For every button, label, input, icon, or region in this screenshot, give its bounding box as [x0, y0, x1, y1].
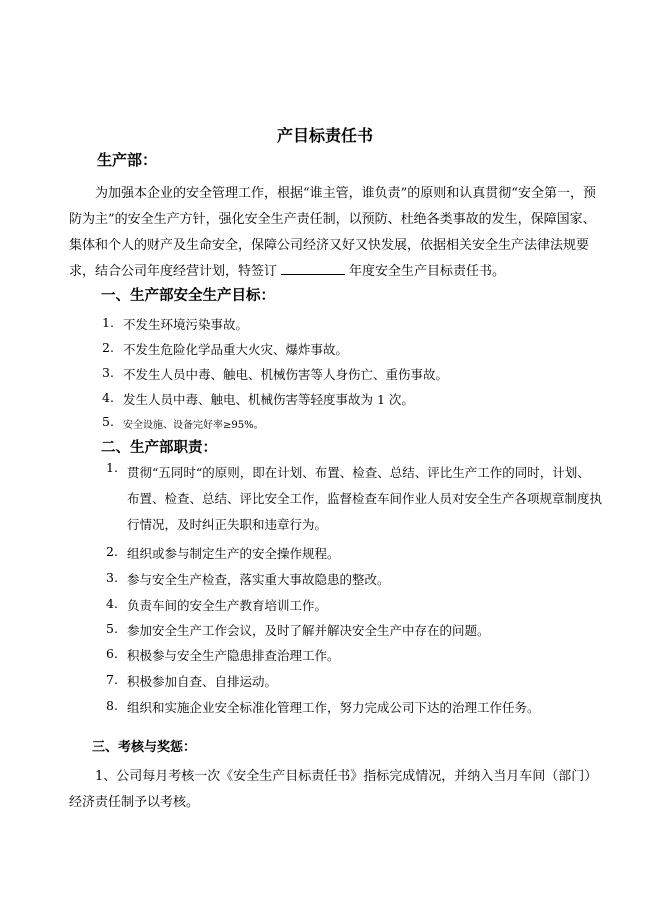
intro-paragraph [69, 181, 599, 285]
item-number: 7. [106, 672, 118, 687]
item-text: 不发生环境污染事故。 [123, 317, 249, 332]
item-number: 1. [102, 315, 114, 330]
department-label: 生产部： [97, 151, 158, 169]
item-number: 8. [106, 698, 118, 713]
item-number: 4. [102, 390, 114, 405]
item-text: 发生人员中毒、触电、机械伤害等轻度事故为 1 次。 [123, 392, 414, 407]
item-number: 3. [102, 365, 114, 380]
section3-paragraph: 1、公司每月考核一次《安全生产目标责任书》指标完成情况，并纳入当月车间（部门）经济责任制予以考核。 [69, 769, 598, 810]
item-text: 组织和实施企业安全标准化管理工作，努力完成公司下达的治理工作任务。 [127, 700, 540, 715]
item-number: 1. [106, 460, 118, 475]
item-text: 参加安全生产工作会议，及时了解并解决安全生产中存在的问题。 [127, 623, 490, 638]
item-text: 不发生人员中毒、触电、机械伤害等人身伤亡、重伤事故。 [123, 367, 449, 382]
item-text: 不发生危险化学品重大火灾、爆炸事故。 [123, 342, 349, 357]
item-number: 5. [106, 621, 118, 636]
intro-tail: 年度安全生产目标责任书。 [349, 264, 506, 279]
section2-heading: 二、生产部职责： [101, 439, 217, 456]
item-number: 6. [106, 646, 118, 661]
section1-heading: 一、生产部安全生产目标： [101, 287, 275, 304]
item-number: 2. [106, 544, 118, 559]
document-title: 产目标责任书 [276, 126, 373, 145]
item-text: 积极参加自查、自排运动。 [127, 674, 278, 689]
item-number: 4. [106, 596, 118, 611]
item-text: 安全设施、设备完好率≥95%。 [123, 420, 264, 431]
item-number: 2. [102, 340, 114, 355]
item-text: 组织或参与制定生产的安全操作规程。 [127, 546, 340, 561]
item-number: 3. [106, 570, 118, 585]
item-text: 参与安全生产检查，落实重大事故隐患的整改。 [127, 572, 390, 587]
item-number: 5. [102, 414, 114, 429]
section3-heading: 三、考核与奖惩： [92, 740, 197, 755]
intro-text: 为加强本企业的安全管理工作，根据“谁主管，谁负责”的原则和认真贯彻“安全第一，预防为主”的安全生产方针，强化安全生产责任制，以预防、杜绝各类事故的发生，保障国家、集体和个人的财产及生命安全，保障公司经济又好又快发展，依据相关安全生产法律法规要求，结合公司年度经营计划，特签订 [69, 186, 596, 279]
item-text: 贯彻“五同时“的原则，即在计划、布置、检查、总结、评比生产工作的同时，计划、布置、检查、总结、评比安全工作，监督检查车间作业人员对安全生产各项规章制度执行情况，及时纠正失职和违章行为。 [127, 465, 603, 532]
year-blank-line [281, 261, 345, 275]
item-text: 积极参与安全生产隐患排查治理工作。 [127, 648, 340, 663]
item-text: 负责车间的安全生产教育培训工作。 [127, 598, 328, 613]
